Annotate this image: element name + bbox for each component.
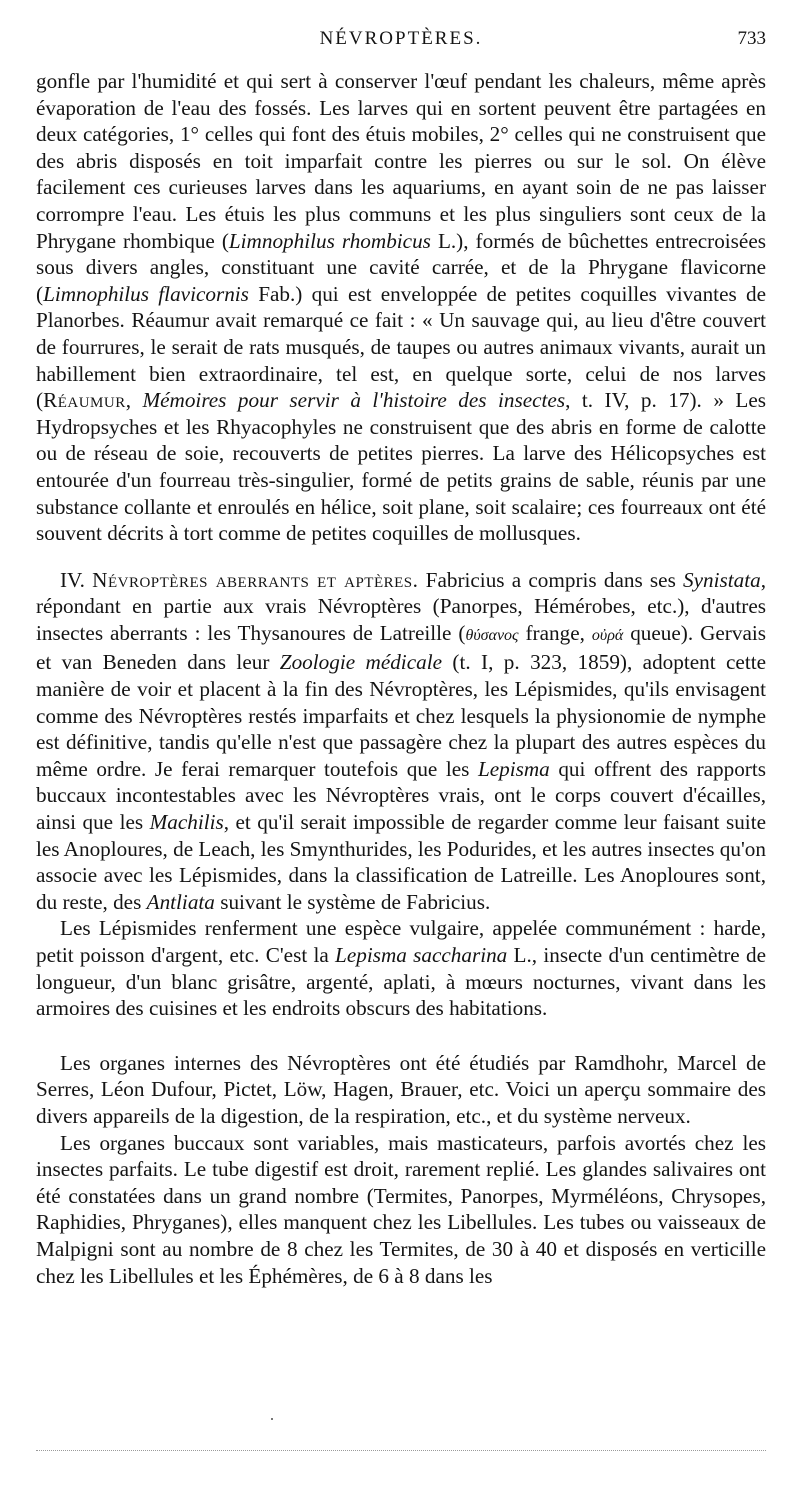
section-heading: Névroptères aberrants et aptères.	[92, 567, 419, 592]
footer-rule	[36, 1450, 766, 1451]
page-header	[36, 22, 766, 62]
paragraph-organes-internes: Les organes internes des Névroptères ont été étudiés par Ramdhohr, Marcel de Serres, Léon Dufour, Pictet, Löw, Hagen, Brauer, etc. Voici un aperçu sommaire des divers appareils de la digestion, de la respiration, etc., et du système nerveux.	[36, 1050, 766, 1128]
paragraph-organes-buccaux: Les organes buccaux sont variables, mais masticateurs, parfois avortés chez les insectes parfaits. Le tube digestif est droit, rarement replié. Les glandes salivaires ont été constatées dans un grand nombre (Termites, Panorpes, Myrméléons, Chrysopes, Raphidies, Phryganes), elles manquent chez les Libellules. Les tubes ou vaisseaux de Malpigni sont au nombre de 8 chez les Termites, de 30 à 40 et disposés en verticille chez les Libellules et les Éphémères, de 6 à 8 dans les	[36, 1130, 766, 1288]
paragraph-nevropteres-aberrants: IV. Névroptères aberrants et aptères. Fabricius a compris dans ses Synistata, répondant en partie aux vrais Névroptères (Panorpes, Hémérobes, etc.), d'autres insectes aberrants : les Thysanoures de Latreille (θύσανος frange, οὐρά queue). Gervais et van Beneden dans leur Zoologie médicale (t. I, p. 323, 1859), adoptent cette manière de voir et placent à la fin des Névroptères, les Lépismides, qu'ils envisagent comme des Névroptères restés imparfaits et chez lesquels la physionomie de nymphe est définitive, tandis qu'elle n'est que passagère chez la plupart des autres espèces du même ordre. Je ferai remarquer toutefois que les Lepisma qui offrent des rapports buccaux incontestables avec les Névroptères vrais, ont le corps couvert d'écailles, ainsi que les Machilis, et qu'il serait impossible de regarder comme leur faisant suite les Anoploures, de Leach, les Smynthurides, les Podurides, et les autres insectes qu'on associe avec les Lépismides, dans la classification de Latreille. Les Anoploures sont, du reste, des Antliata suivant le système de Fabricius.	[36, 567, 767, 914]
paragraph-lepismides: Les Lépismides renferment une espèce vulgaire, appelée communément : harde, petit poisson d'argent, etc. C'est la Lepisma saccharina L., insecte d'un centimètre de longueur, d'un blanc grisâtre, argenté, aplati, à mœurs nocturnes, vivant dans les armoires des cuisines et les endroits obscurs des habitations.	[36, 916, 766, 1021]
print-speck	[271, 1418, 273, 1420]
page-number: 733	[737, 28, 766, 49]
running-head: NÉVROPTÈRES.	[319, 28, 483, 49]
page-body	[36, 68, 766, 1289]
paragraph-phrygane-larvae: gonfle par l'humidité et qui sert à conserver l'œuf pendant les chaleurs, même après évaporation de l'eau des fossés. Les larves qui en sortent peuvent être partagées en deux catégories, 1° celles qui font des étuis mobiles, 2° celles qui ne construisent que des abris disposés en toit imparfait contre les pierres ou sur le sol. On élève facilement ces curieuses larves dans les aquariums, en ayant soin de ne pas laisser corrompre l'eau. Les étuis les plus communs et les plus singuliers sont ceux de la Phrygane rhombique (Limnophilus rhombicus L.), formés de bûchettes entrecroisées sous divers angles, constituant une cavité carrée, et de la Phrygane flavicorne (Limnophilus flavicornis Fab.) qui est enveloppée de petites coquilles vivantes de Planorbes. Réaumur avait remarqué ce fait : « Un sauvage qui, au lieu d'être couvert de fourrures, le serait de rats musqués, de taupes ou autres animaux vivants, aurait un habillement bien extraordinaire, tel est, en quelque sorte, celui de nos larves (Réaumur, Mémoires pour servir à l'histoire des insectes, t. IV, p. 17). » Les Hydropsyches et les Rhyacophyles ne construisent que des abris en forme de calotte ou de réseau de soie, recouverts de petites pierres. La larve des Hélicopsyches est entourée d'un fourreau très-singulier, formé de petits grains de sable, réunis par une substance collante et enroulés en hélice, soit plane, soit scalaire; ces fourreaux ont été souvent décrits à tort comme de petites coquilles de mollusques.	[36, 69, 766, 546]
